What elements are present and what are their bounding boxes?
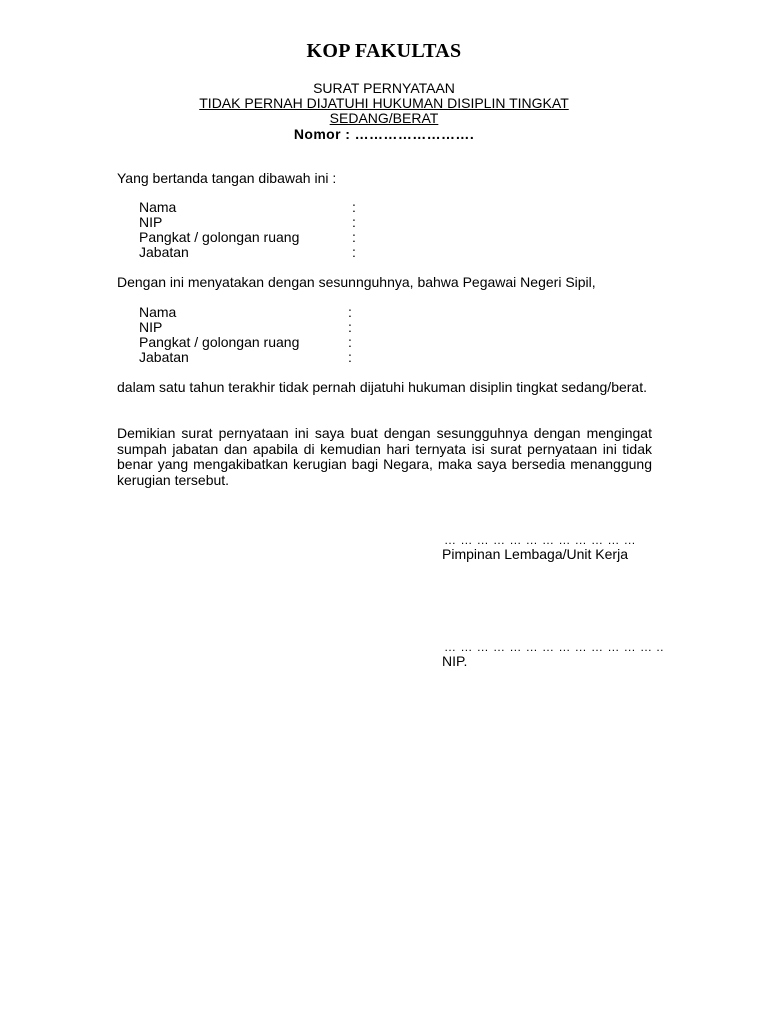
document-number-value: …………………….: [354, 126, 475, 142]
signer-field-colon: :: [352, 244, 356, 260]
signer-field-colon: :: [352, 214, 356, 230]
signer-field-label: Jabatan: [139, 244, 189, 260]
signature-nip: NIP.: [442, 653, 468, 669]
document-number: [0, 126, 768, 142]
signer-field-label: Nama: [139, 199, 177, 215]
employee-field-label: NIP: [139, 319, 163, 335]
employee-field-colon: :: [348, 304, 352, 320]
document-subtitle-line1: TIDAK PERNAH DIJATUHI HUKUMAN DISIPLIN TINGKAT: [199, 95, 569, 111]
document-subtitle-line2: SEDANG/BERAT: [329, 110, 439, 126]
signature-name-line: … … … … … … … … … … … … … ..: [444, 640, 665, 654]
signer-field-label: Pangkat / golongan ruang: [139, 229, 300, 245]
signer-field-colon: :: [352, 229, 356, 245]
signature-place-date: … … … … … … … … … … … …: [444, 533, 637, 547]
employee-field-label: Pangkat / golongan ruang: [139, 334, 300, 350]
letterhead-title: KOP FAKULTAS: [306, 40, 462, 62]
statement-paragraph: dalam satu tahun terakhir tidak pernah dijatuhi hukuman disiplin tingkat sedang/berat.: [117, 379, 647, 395]
signer-field-colon: :: [352, 199, 356, 215]
signature-position: Pimpinan Lembaga/Unit Kerja: [442, 546, 628, 562]
employee-field-label: Jabatan: [139, 349, 189, 365]
document-number-label: Nomor :: [293, 126, 351, 142]
employee-field-colon: :: [348, 349, 352, 365]
employee-field-colon: :: [348, 319, 352, 335]
employee-field-label: Nama: [139, 304, 177, 320]
intro-text: Yang bertanda tangan dibawah ini :: [117, 170, 337, 186]
employee-field-colon: :: [348, 334, 352, 350]
declaration-text: Dengan ini menyatakan dengan sesunnguhnya, bahwa Pegawai Negeri Sipil,: [117, 274, 596, 290]
closing-paragraph: Demikian surat pernyataan ini saya buat dengan sesungguhnya dengan mengingat sumpah jabatan dan apabila di kemudian hari ternyata isi surat pernyataan ini tidak benar yang mengakibatkan kerugian bagi Negara, maka saya bersedia menanggung kerugian tersebut.: [117, 425, 652, 488]
document-title: SURAT PERNYATAAN: [313, 80, 455, 96]
signer-field-label: NIP: [139, 214, 163, 230]
